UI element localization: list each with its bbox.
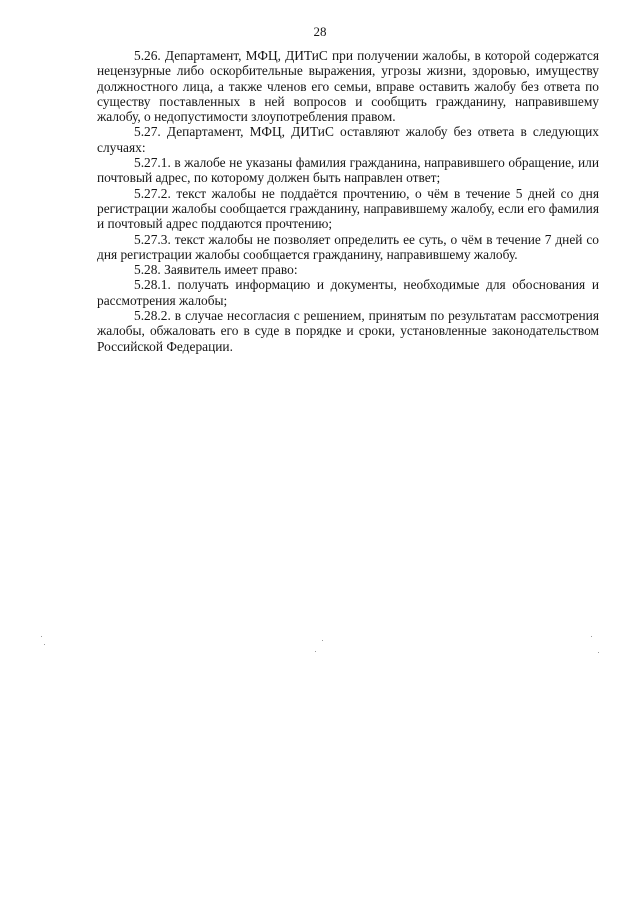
paragraph-5-26: 5.26. Департамент, МФЦ, ДИТиС при получении жалобы, в которой содержатся нецензурные либо оскорбительные выражения, угрозы жизни, здоровью, имуществу должностного лица, а также членов его семьи, вправе оставить жалобу без ответа по существу поставленных в ней вопросов и сообщить гражданину, направившему жалобу, о недопустимости злоупотребления правом. (97, 48, 599, 125)
paragraph-5-27-2: 5.27.2. текст жалобы не поддаётся прочтению, о чём в течение 5 дней со дня регистрации жалобы сообщается гражданину, направившему жалобу, если его фамилия и почтовый адрес поддаются прочтению; (97, 185, 599, 232)
paragraph-5-28-2: 5.28.2. в случае несогласия с решением, принятым по результатам рассмотрения жалобы, обжаловать его в суде в порядке и сроки, установленные законодательством Российской Федерации. (97, 308, 599, 354)
scan-speck (315, 651, 316, 652)
scan-speck (598, 652, 599, 653)
paragraph-5-27: 5.27. Департамент, МФЦ, ДИТиС оставляют жалобу без ответа в следующих случаях: (97, 124, 599, 155)
paragraph-5-27-3: 5.27.3. текст жалобы не позволяет определить ее суть, о чём в течение 7 дней со дня регистрации жалобы сообщается гражданину, направившему жалобу. (97, 231, 599, 262)
scan-speck (44, 644, 45, 645)
scan-speck (322, 640, 323, 641)
paragraph-5-27-1: 5.27.1. в жалобе не указаны фамилия гражданина, направившего обращение, или почтовый адрес, по которому должен быть направлен ответ; (97, 155, 599, 186)
scan-speck (591, 636, 592, 637)
document-body (97, 48, 599, 354)
page-number: 28 (313, 24, 327, 39)
paragraph-5-28-1: 5.28.1. получать информацию и документы, необходимые для обоснования и рассмотрения жалобы; (97, 277, 599, 308)
scan-speck (41, 636, 42, 637)
paragraph-5-28: 5.28. Заявитель имеет право: (134, 262, 298, 278)
